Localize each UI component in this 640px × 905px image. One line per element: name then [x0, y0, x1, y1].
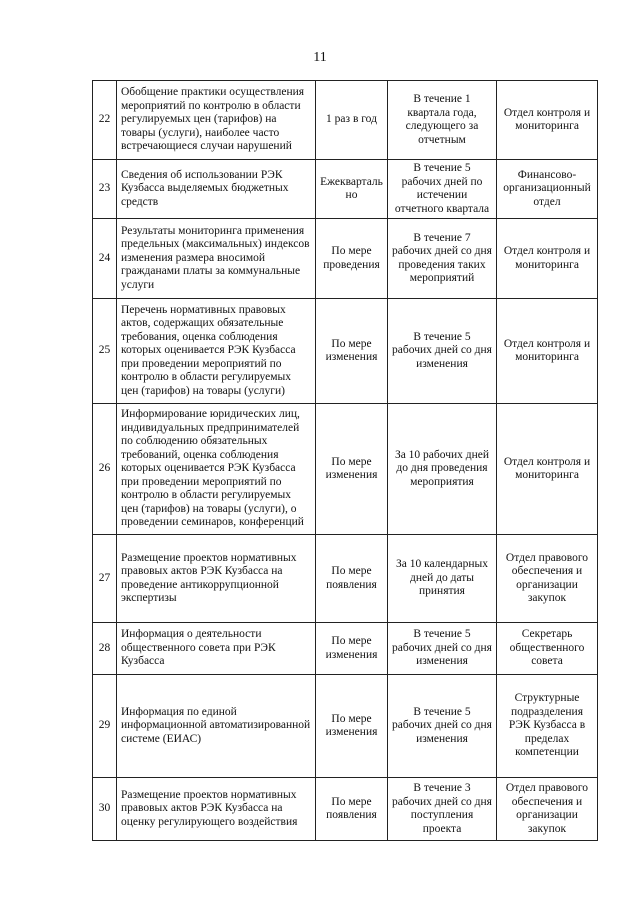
info-description: Информирование юридических лиц, индивидуальных предпринимателей по соблюдению обязательных требований, оценка соблюдения которых оценивается РЭК Кузбасса при проведении мероприятий по контролю в области регулируемых цен (тарифов) на товары (услуги), о проведении семинаров, конференций — [117, 404, 316, 535]
posting-term: В течение 7 рабочих дней со дня проведения таких мероприятий — [388, 219, 497, 299]
table-row — [93, 81, 598, 160]
table-row — [93, 404, 598, 535]
update-period: 1 раз в год — [316, 81, 388, 160]
posting-term: За 10 рабочих дней до дня проведения мероприятия — [388, 404, 497, 535]
info-description: Размещение проектов нормативных правовых актов РЭК Кузбасса на оценку регулирующего воздействия — [117, 778, 316, 841]
responsible-unit: Финансово-организационный отдел — [497, 160, 598, 219]
responsible-unit: Секретарь общественного совета — [497, 623, 598, 675]
info-description: Результаты мониторинга применения предельных (максимальных) индексов изменения размера вносимой гражданами платы за коммунальные услуги — [117, 219, 316, 299]
posting-term: За 10 календарных дней до даты принятия — [388, 535, 497, 623]
table-row — [93, 535, 598, 623]
update-period: По мере изменения — [316, 404, 388, 535]
information-table — [92, 80, 598, 841]
row-number: 25 — [93, 299, 117, 404]
table-row — [93, 675, 598, 778]
update-period: По мере изменения — [316, 675, 388, 778]
responsible-unit: Отдел контроля и мониторинга — [497, 81, 598, 160]
table-row — [93, 219, 598, 299]
responsible-unit: Отдел правового обеспечения и организации закупок — [497, 778, 598, 841]
row-number: 24 — [93, 219, 117, 299]
row-number: 22 — [93, 81, 117, 160]
posting-term: В течение 5 рабочих дней со дня изменения — [388, 623, 497, 675]
responsible-unit: Отдел контроля и мониторинга — [497, 299, 598, 404]
row-number: 29 — [93, 675, 117, 778]
responsible-unit: Отдел контроля и мониторинга — [497, 219, 598, 299]
table-row — [93, 160, 598, 219]
info-description: Обобщение практики осуществления мероприятий по контролю в области регулируемых цен (тарифов) на товары (услуги), наиболее часто встречающиеся случаи нарушений — [117, 81, 316, 160]
posting-term: В течение 1 квартала года, следующего за отчетным — [388, 81, 497, 160]
info-description: Перечень нормативных правовых актов, содержащих обязательные требования, оценка соблюдения которых оценивается РЭК Кузбасса при проведении мероприятий по контролю в области регулируемых цен (тарифов) на товары (услуги) — [117, 299, 316, 404]
responsible-unit: Структурные подразделения РЭК Кузбасса в пределах компетенции — [497, 675, 598, 778]
row-number: 26 — [93, 404, 117, 535]
page-number: 11 — [313, 50, 327, 65]
update-period: По мере появления — [316, 778, 388, 841]
row-number: 28 — [93, 623, 117, 675]
update-period: По мере проведения — [316, 219, 388, 299]
table-row — [93, 623, 598, 675]
info-description: Информация о деятельности общественного совета при РЭК Кузбасса — [117, 623, 316, 675]
row-number: 27 — [93, 535, 117, 623]
info-description: Сведения об использовании РЭК Кузбасса выделяемых бюджетных средств — [117, 160, 316, 219]
responsible-unit: Отдел правового обеспечения и организации закупок — [497, 535, 598, 623]
update-period: Ежекварталь но — [316, 160, 388, 219]
posting-term: В течение 5 рабочих дней по истечении отчетного квартала — [388, 160, 497, 219]
responsible-unit: Отдел контроля и мониторинга — [497, 404, 598, 535]
posting-term: В течение 3 рабочих дней со дня поступления проекта — [388, 778, 497, 841]
posting-term: В течение 5 рабочих дней со дня изменения — [388, 675, 497, 778]
table-row — [93, 299, 598, 404]
update-period: По мере изменения — [316, 299, 388, 404]
info-description: Информация по единой информационной автоматизированной системе (ЕИАС) — [117, 675, 316, 778]
row-number: 30 — [93, 778, 117, 841]
update-period: По мере появления — [316, 535, 388, 623]
row-number: 23 — [93, 160, 117, 219]
info-description: Размещение проектов нормативных правовых актов РЭК Кузбасса на проведение антикоррупционной экспертизы — [117, 535, 316, 623]
posting-term: В течение 5 рабочих дней со дня изменения — [388, 299, 497, 404]
table-row — [93, 778, 598, 841]
update-period: По мере изменения — [316, 623, 388, 675]
